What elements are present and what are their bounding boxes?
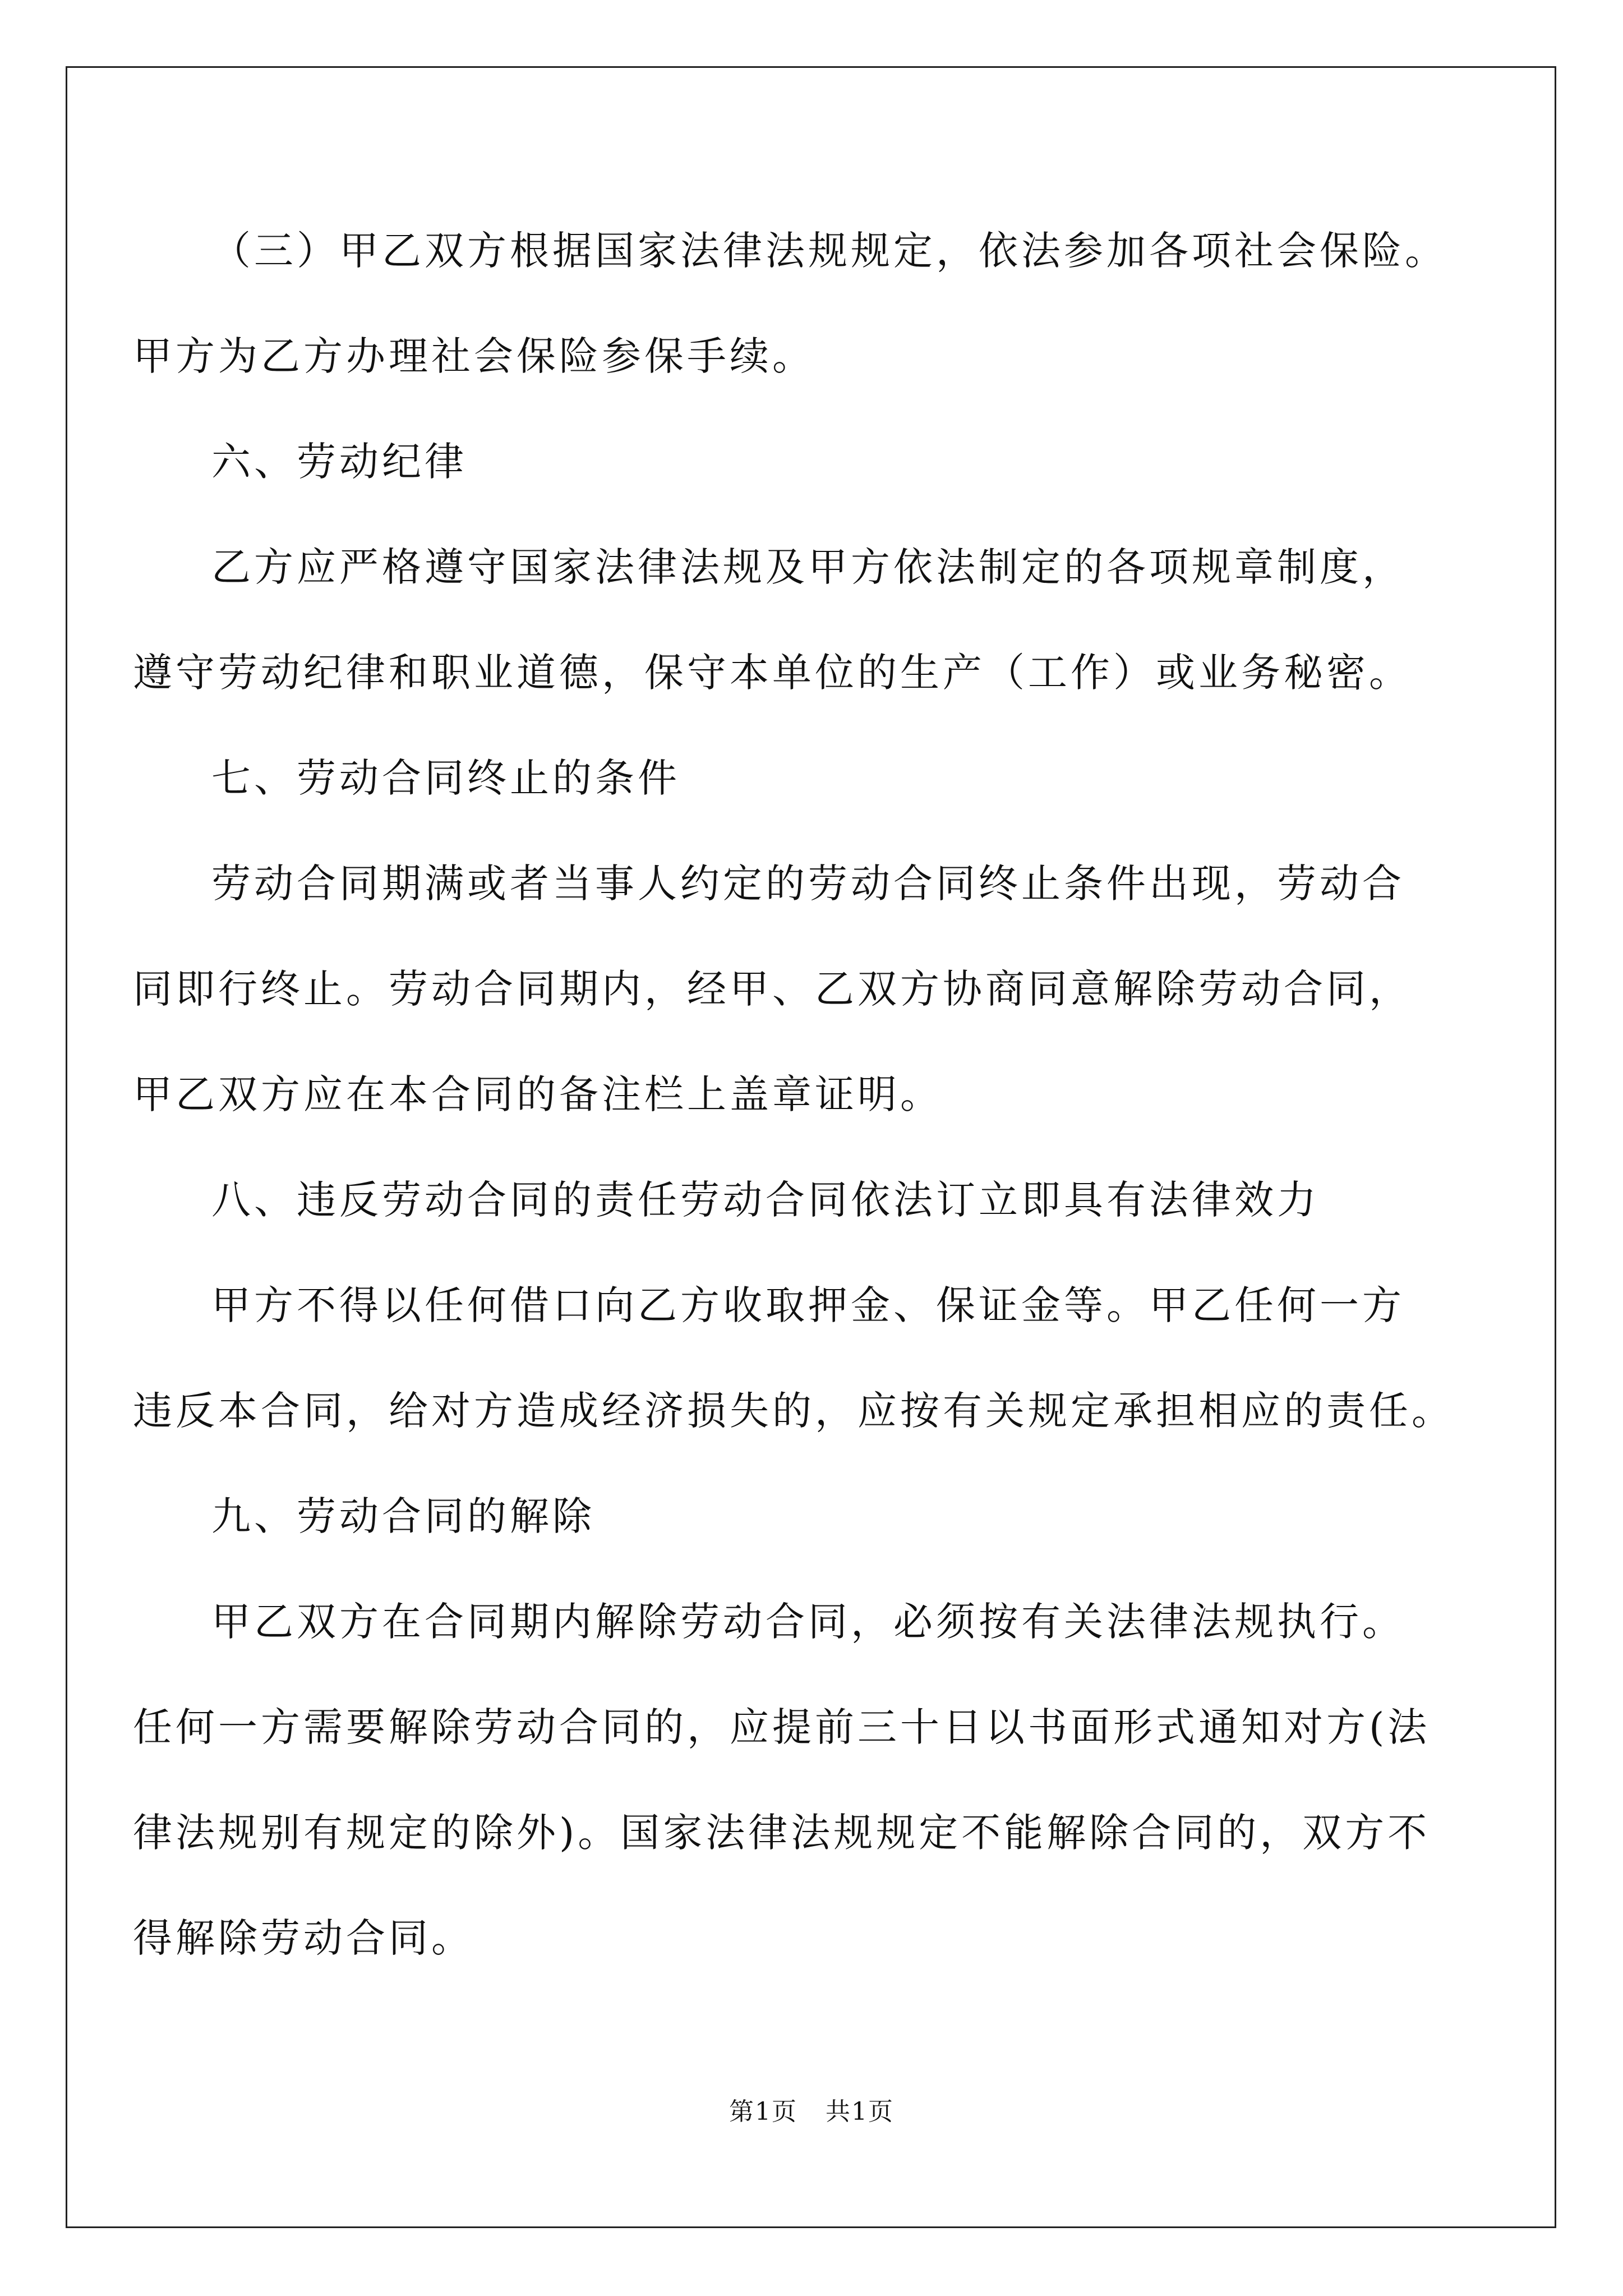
section-heading-contract-dissolution: 九、劳动合同的解除	[211, 1493, 595, 1539]
paragraph-line: 甲方不得以任何借口向乙方收取押金、保证金等。甲乙任何一方	[211, 1282, 1405, 1328]
paragraph-line: 违反本合同，给对方造成经济损失的，应按有关规定承担相应的责任。	[133, 1388, 1454, 1434]
page-number-total: 共1页	[826, 2097, 894, 2126]
section-heading-labor-discipline: 六、劳动纪律	[211, 439, 467, 485]
paragraph-line: 劳动合同期满或者当事人约定的劳动合同终止条件出现，劳动合	[211, 861, 1405, 907]
paragraph-line: 甲方为乙方办理社会保险参保手续。	[133, 333, 815, 379]
paragraph-line: 甲乙双方应在本合同的备注栏上盖章证明。	[133, 1071, 943, 1117]
page-number-current: 第1页	[729, 2097, 797, 2126]
paragraph-line: 遵守劳动纪律和职业道德，保守本单位的生产（工作）或业务秘密。	[133, 650, 1412, 696]
paragraph-line: 乙方应严格遵守国家法律法规及甲方依法制定的各项规章制度，	[211, 544, 1405, 590]
section-heading-contract-termination: 七、劳动合同终止的条件	[211, 755, 680, 801]
paragraph-line: 律法规别有规定的除外)。国家法律法规规定不能解除合同的，双方不	[133, 1810, 1431, 1856]
document-body	[133, 198, 1490, 1991]
paragraph-line: 同即行终止。劳动合同期内，经甲、乙双方协商同意解除劳动合同，	[133, 966, 1412, 1012]
paragraph-line-social-insurance: （三）甲乙双方根据国家法律法规规定，依法参加各项社会保险。	[211, 228, 1447, 274]
paragraph-line: 得解除劳动合同。	[133, 1915, 474, 1961]
paragraph-line: 甲乙双方在合同期内解除劳动合同，必须按有关法律法规执行。	[211, 1599, 1405, 1645]
paragraph-line: 任何一方需要解除劳动合同的，应提前三十日以书面形式通知对方(法	[133, 1704, 1431, 1750]
page-footer	[0, 2095, 1623, 2129]
section-heading-breach-liability: 八、违反劳动合同的责任劳动合同依法订立即具有法律效力	[211, 1177, 1320, 1223]
